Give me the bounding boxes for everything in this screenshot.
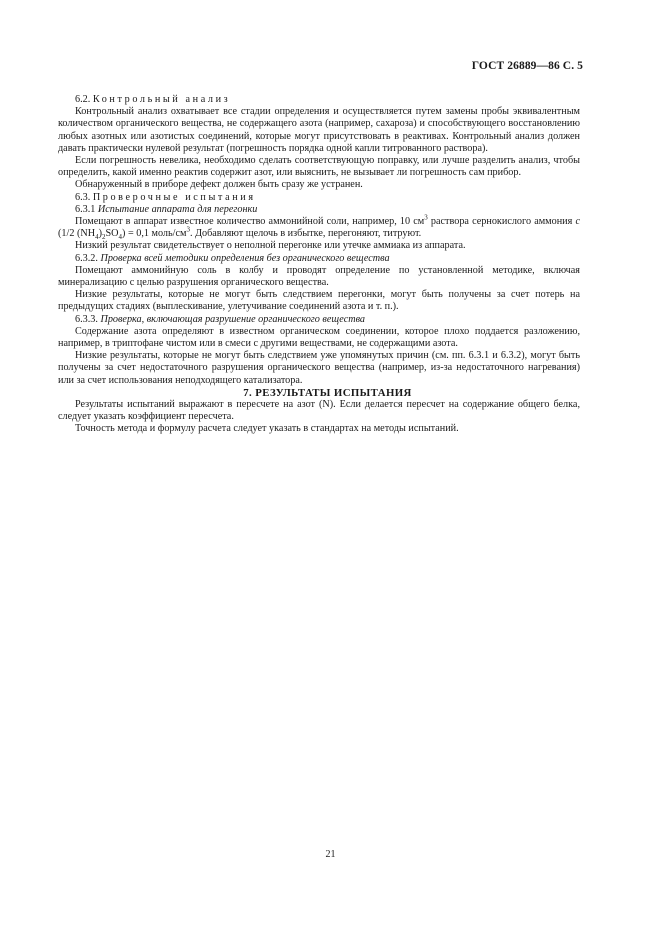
paragraph: Точность метода и формулу расчета следует указать в стандартах на методы испытаний. <box>75 423 459 435</box>
section-title: Проверочные испытания <box>92 191 256 203</box>
section-number: 6.3.2. <box>75 252 98 264</box>
section-title: Проверка, включающая разрушение органического вещества <box>100 313 366 325</box>
section-number: 6.2. <box>75 94 91 105</box>
section-number: 6.3.1 <box>75 203 96 215</box>
paragraph: Если погрешность невелика, необходимо сделать соответствующую поправку, или лучше разделить анализ, чтобы определить, какой именно реактив содержит азот, или выяснить, не вызывает ли погрешность сам прибор. <box>58 155 580 179</box>
paragraph: Низкие результаты, которые не могут быть следствием уже упомянутых причин (см. пп. 6.3.1 и 6.3.2), могут быть получены за счет недостаточного разрушения органического вещества (например, из-за недостаточного нагревания) или за счет использования неподходящего катализатора. <box>58 350 580 386</box>
section-6-3-heading <box>58 192 580 204</box>
paragraph: Результаты испытаний выражают в пересчете на азот (N). Если делается пересчет на содержание общего белка, следует указать коэффициент пересчета. <box>58 399 580 423</box>
paragraph: Низкие результаты, которые не могут быть следствием перегонки, могут быть получены за счет потерь на предыдущих стадиях (выплескивание, улетучивание соединений азота и т. п.). <box>58 289 580 313</box>
section-6-3-3-heading <box>58 314 580 326</box>
section-title: Контрольный анализ <box>92 94 231 105</box>
paragraph-formula: Помещают в аппарат известное количество аммонийной соли, например, 10 $см^3$ раствора сернокислого аммония c (1/2 $(NH_4)_2SO_4) = 0,1$ моль/$см^3$. Добавляют щелочь в избытке, перегоняют, титруют. <box>58 213 580 242</box>
section-7-heading: 7. РЕЗУЛЬТАТЫ ИСПЫТАНИЯ <box>243 386 412 399</box>
section-6-3-2-heading <box>58 253 580 265</box>
paragraph: Обнаруженный в приборе дефект должен быть сразу же устранен. <box>75 179 363 191</box>
section-title: Испытание аппарата для перегонки <box>97 203 258 215</box>
document-header: ГОСТ 26889—86 С. 5 <box>471 60 583 72</box>
paragraph: Контрольный анализ охватывает все стадии определения и осуществляется путем замены пробы эквивалентным количеством органического вещества, не содержащего азота (например, сахароза) и способствующего восстановлению любых азотных или азотистых соединений, которые могут присутствовать в реактивах. Контрольный анализ должен давать практически нулевой результат (погрешность порядка одной капли титрованного раствора). <box>58 106 580 154</box>
section-6-2-heading <box>58 94 580 106</box>
section-title: Проверка всей методики определения без органического вещества <box>100 252 390 264</box>
document-body <box>58 94 580 436</box>
page-number: 21 <box>325 849 336 860</box>
paragraph: Помещают аммонийную соль в колбу и проводят определение по установленной методике, включая минерализацию с целью разрушения органического вещества. <box>58 264 580 289</box>
section-6-3-1-heading <box>58 204 580 216</box>
section-number: 6.3.3. <box>75 313 98 325</box>
paragraph: Низкий результат свидетельствует о неполной перегонке или утечке аммиака из аппарата. <box>75 240 466 252</box>
paragraph: Содержание азота определяют в известном органическом соединении, которое плохо поддается разложению, например, в триптофане чистом или в смеси с другими веществами, не содержащими азота. <box>58 325 580 350</box>
section-number: 6.3. <box>75 191 91 203</box>
